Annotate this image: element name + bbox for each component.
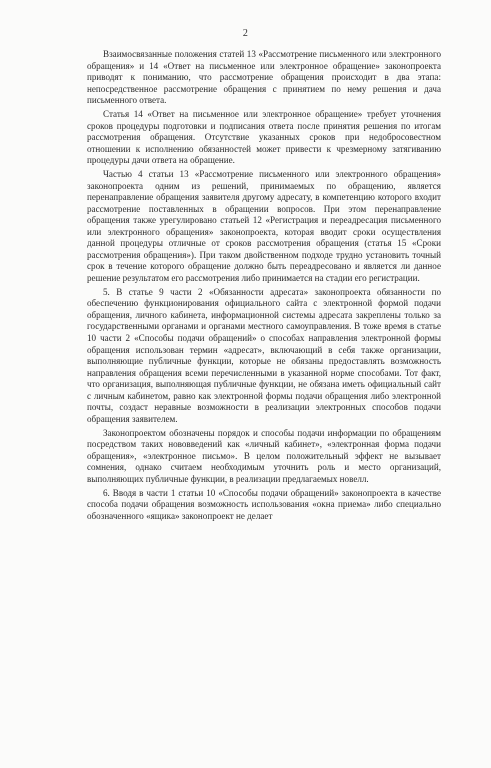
paragraph-item-6-reception-window: 6. Вводя в части 1 статьи 10 «Способы подачи обращений» законопроекта в качестве способа подачи обращения возможность использования «окна приема» либо специально обозначенного «ящика» законопроект не делает bbox=[87, 487, 441, 521]
paragraph-item-5-addressee-duties: 5. В статье 9 части 2 «Обязанности адресата» законопроекта обязанности по обеспечению функционирования официального сайта с электронной формой подачи обращения, личного кабинета, информационной системы адресата закреплены только за государственными органами и органами местного самоуправления. В тоже время в статье 10 части 2 «Способы подачи обращений» о способах направления электронной формы обращения использован термин «адресат», включающий в себя также организации, выполняющие публичные функции, которые не обязаны предоставлять возможность направления обращения всеми перечисленными в указанной норме способами. Тот факт, что организация, выполняющая публичные функции, не обязана иметь официальный сайт с личным кабинетом, равно как электронной формы подачи обращения либо электронной почты, создаст неравные возможности в реализации электронных способов подачи обращения заявителем. bbox=[87, 286, 441, 424]
paragraph-article-14-deadlines: Статья 14 «Ответ на письменное или электронное обращение» требует уточнения сроков процедуры подготовки и подписания ответа после принятия решения по итогам рассмотрения обращения. Отсутствие указанных сроков при недобросовестном отношении к исполнению обязанностей может привести к чрезмерному затягиванию процедуры дачи ответа на обращение. bbox=[87, 109, 441, 166]
page-number: 2 bbox=[242, 28, 249, 39]
document-body bbox=[87, 49, 441, 525]
paragraph-article-13-redirection: Частью 4 статьи 13 «Рассмотрение письменного или электронного обращения» законопроекта одним из решений, принимаемых по обращению, является перенаправление обращения заявителя другому адресату, в компетенцию которого входит рассмотрение поставленных в обращении вопросов. При этом перенаправление обращения также урегулировано статьей 12 «Регистрация и переадресация письменного или электронного обращения» законопроекта, которая вводит сроки осуществления данной процедуры отличные от сроков рассмотрения обращения (статья 15 «Сроки рассмотрения обращения»). При таком двойственном подходе трудно установить точный срок в течение которого обращение должно быть переадресовано и является ли данное решение результатом его рассмотрения либо принимается на стадии его регистрации. bbox=[87, 169, 441, 283]
paragraph-submission-methods: Законопроектом обозначены порядок и способы подачи информации по обращениям посредством таких нововведений как «личный кабинет», «электронная форма подачи обращения», «электронное письмо». В целом положительный эффект не вызывает сомнения, однако считаем необходимым уточнить роль и место организаций, выполняющих публичные функции, в реализации предлагаемых новелл. bbox=[87, 427, 441, 484]
paragraph-interrelated-provisions: Взаимосвязанные положения статей 13 «Рассмотрение письменного или электронного обращения» и 14 «Ответ на письменное или электронное обращение» законопроекта приводят к пониманию, что рассмотрение обращения происходит в два этапа: непосредственное рассмотрение обращения с принятием по нему решения и дача письменного ответа. bbox=[87, 49, 441, 106]
